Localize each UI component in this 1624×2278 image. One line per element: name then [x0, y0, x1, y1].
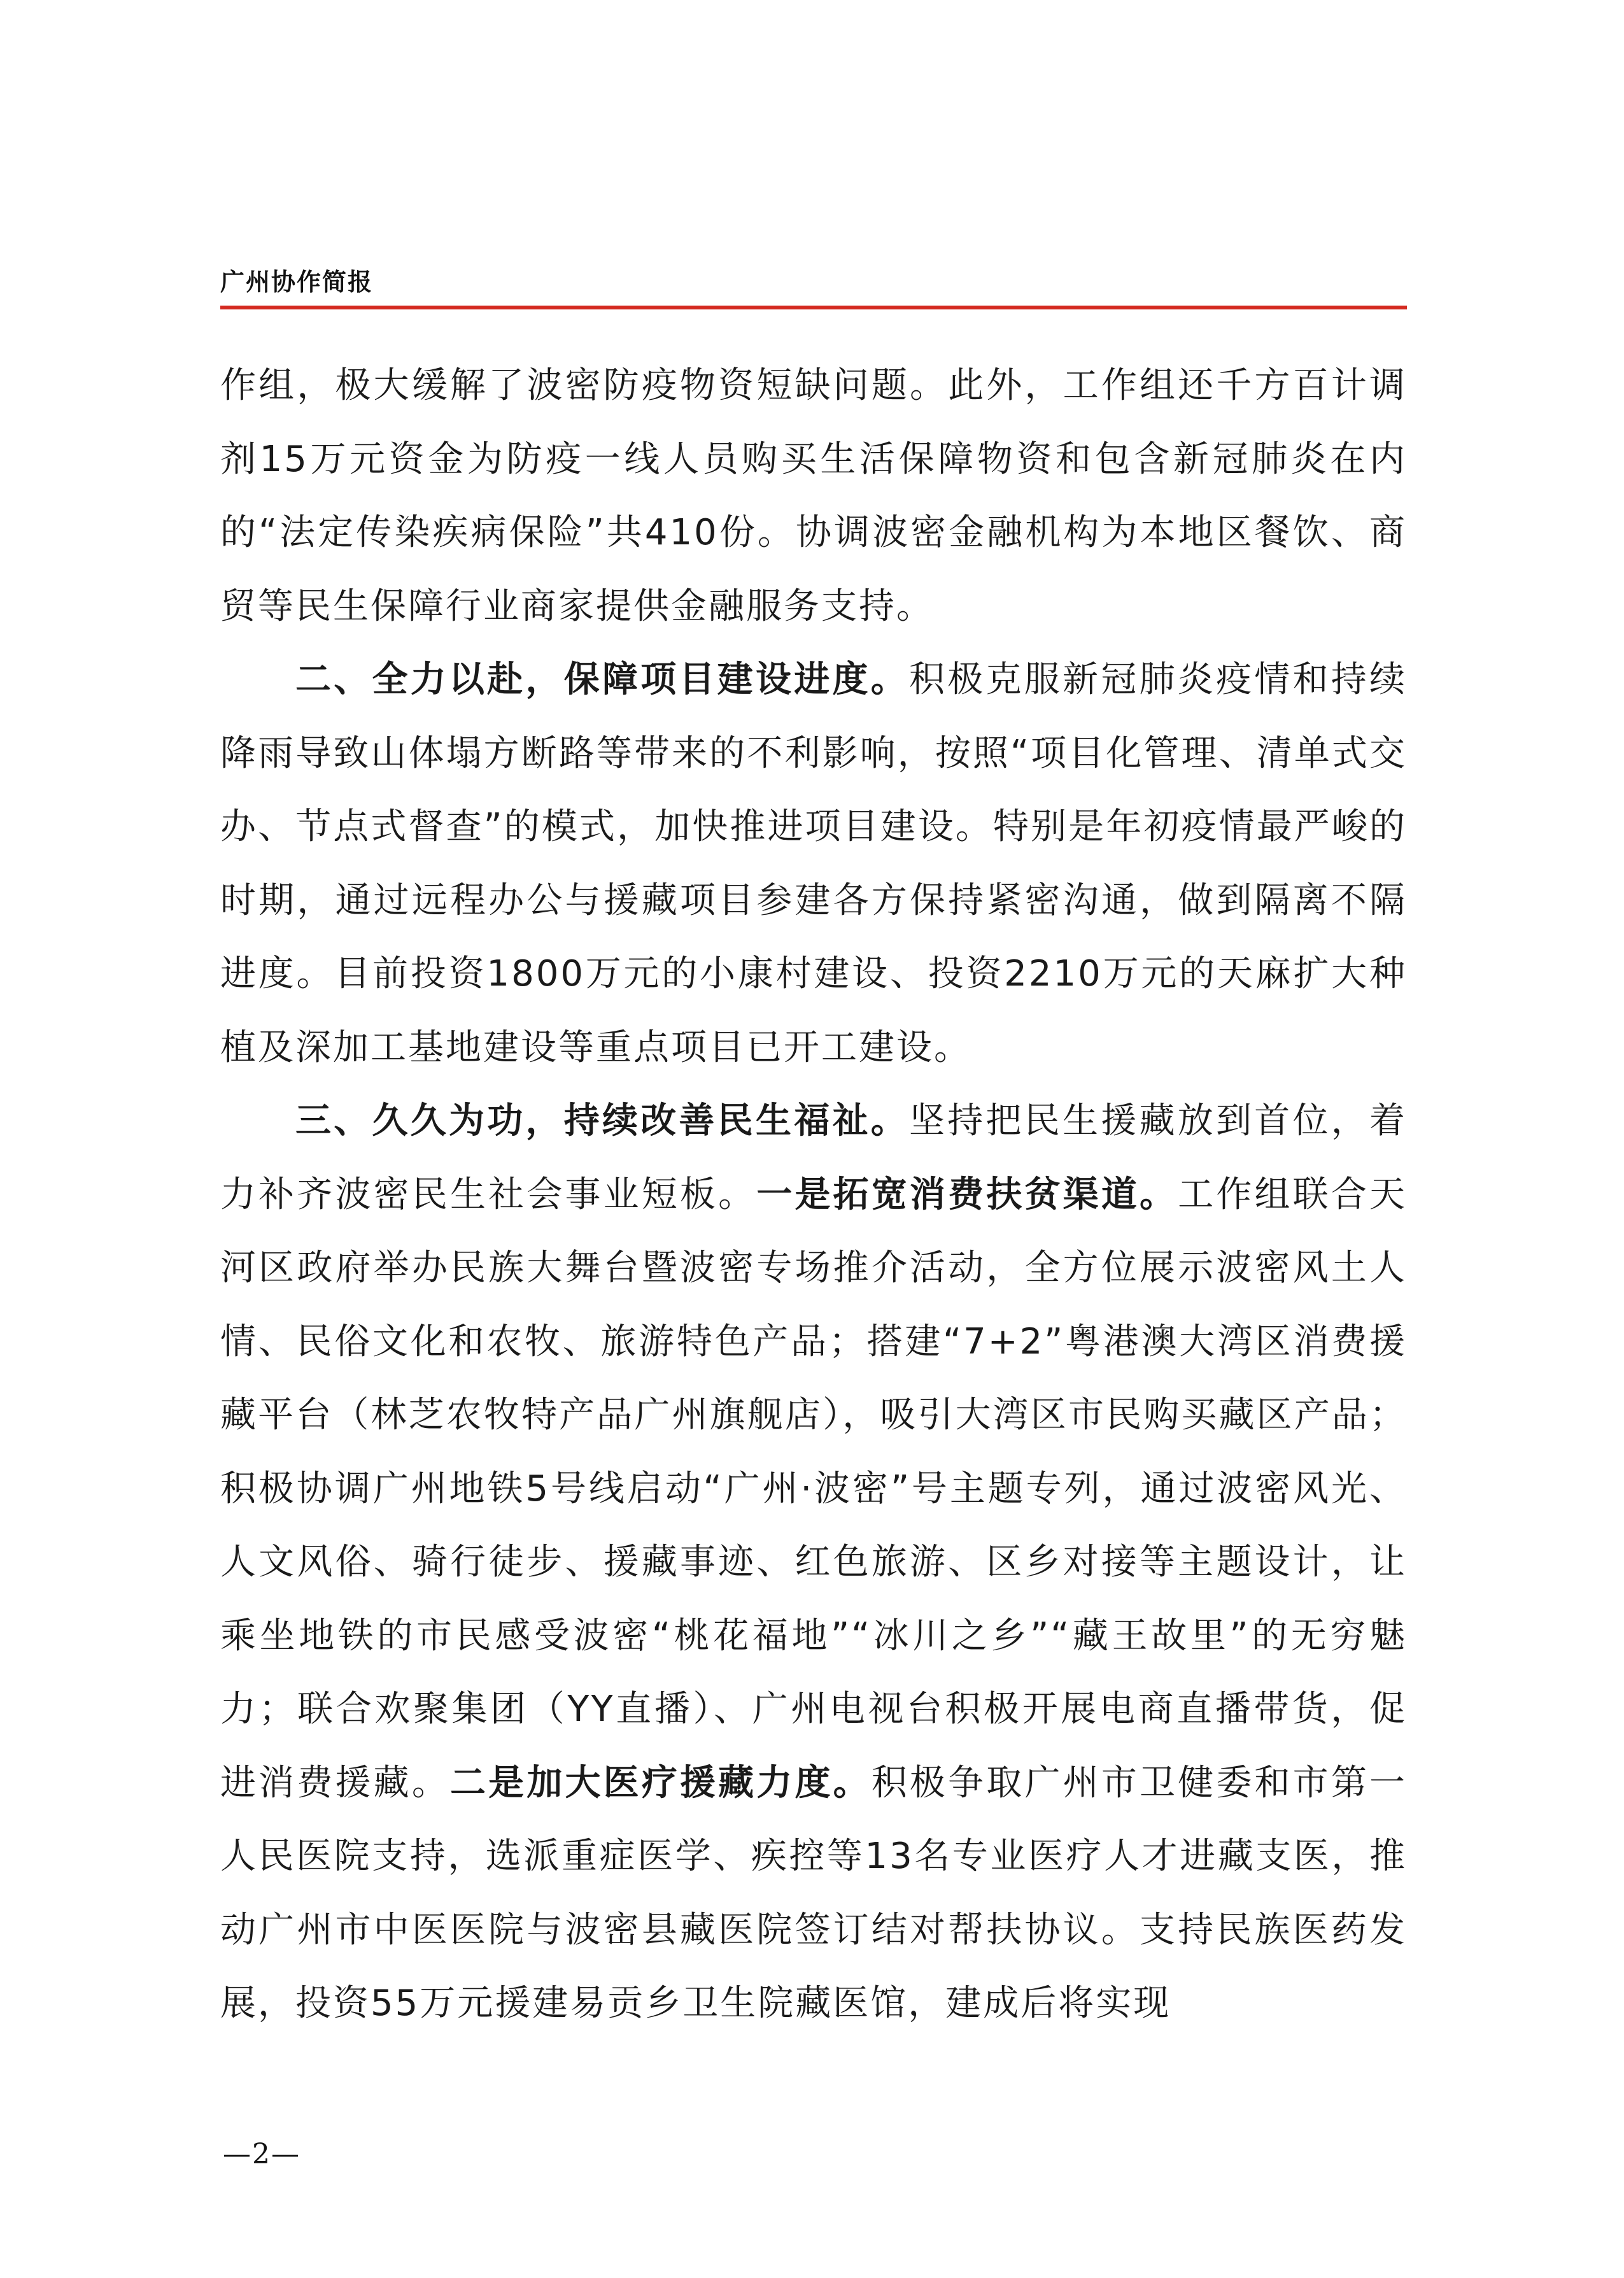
section-three-consumption-text: 工作组联合天河区政府举办民族大舞台暨波密专场推介活动，全方位展示波密风土人情、民俗文化和农牧、旅游特色产品；搭建“7+2”粤港澳大湾区消费援藏平台（林芝农牧特产品广州旗舰店），吸引大湾区市民购买藏区产品；积极协调广州地铁5号线启动“广州·波密”号主题专列，通过波密风光、人文风俗、骑行徒步、援藏事迹、红色旅游、区乡对接等主题设计，让乘坐地铁的市民感受波密“桃花福地”“冰川之乡”“藏王故里”的无穷魅力；联合欢聚集团（YY直播）、广州电视台积极开展电商直播带货，促进消费援藏。 [220, 1173, 1408, 1804]
document-header-title: 广州协作简报 [220, 267, 374, 296]
document-body [220, 349, 1407, 2041]
subheading-consumption-poverty: 一是拓宽消费扶贫渠道。 [756, 1173, 1178, 1215]
page-number: —2— [223, 2138, 300, 2170]
paragraph-project-progress [220, 643, 1407, 1084]
subheading-medical-aid: 二是加大医疗援藏力度。 [450, 1762, 872, 1804]
header-divider [220, 306, 1407, 309]
section-heading-two: 二、全力以赴，保障项目建设进度。 [295, 659, 909, 700]
section-three-medical-text: 积极争取广州市卫健委和市第一人民医院支持，选派重症医学、疾控等13名专业医疗人才进藏支医，推动广州市中医医院与波密县藏医院签订结对帮扶协议。支持民族医药发展，投资55万元援建易贡乡卫生院藏医馆，建成后将实现 [220, 1762, 1408, 2024]
section-three-intro: 坚持把民生援藏放到首位，着力补齐波密民生社会事业短板。 [220, 1100, 1407, 1215]
paragraph-livelihood [220, 1084, 1407, 2041]
section-two-text: 积极克服新冠肺炎疫情和持续降雨导致山体塌方断路等带来的不利影响，按照“项目化管理、清单式交办、节点式督查”的模式，加快推进项目建设。特别是年初疫情最严峻的时期，通过远程办公与援藏项目参建各方保持紧密沟通，做到隔离不隔进度。目前投资1800万元的小康村建设、投资2210万元的天麻扩大种植及深加工基地建设等重点项目已开工建设。 [220, 659, 1407, 1068]
paragraph-continuation: 作组，极大缓解了波密防疫物资短缺问题。此外，工作组还千方百计调剂15万元资金为防疫一线人员购买生活保障物资和包含新冠肺炎在内的“法定传染疾病保险”共410份。协调波密金融机构为本地区餐饮、商贸等民生保障行业商家提供金融服务支持。 [220, 365, 1407, 627]
section-heading-three: 三、久久为功，持续改善民生福祉。 [295, 1100, 909, 1142]
